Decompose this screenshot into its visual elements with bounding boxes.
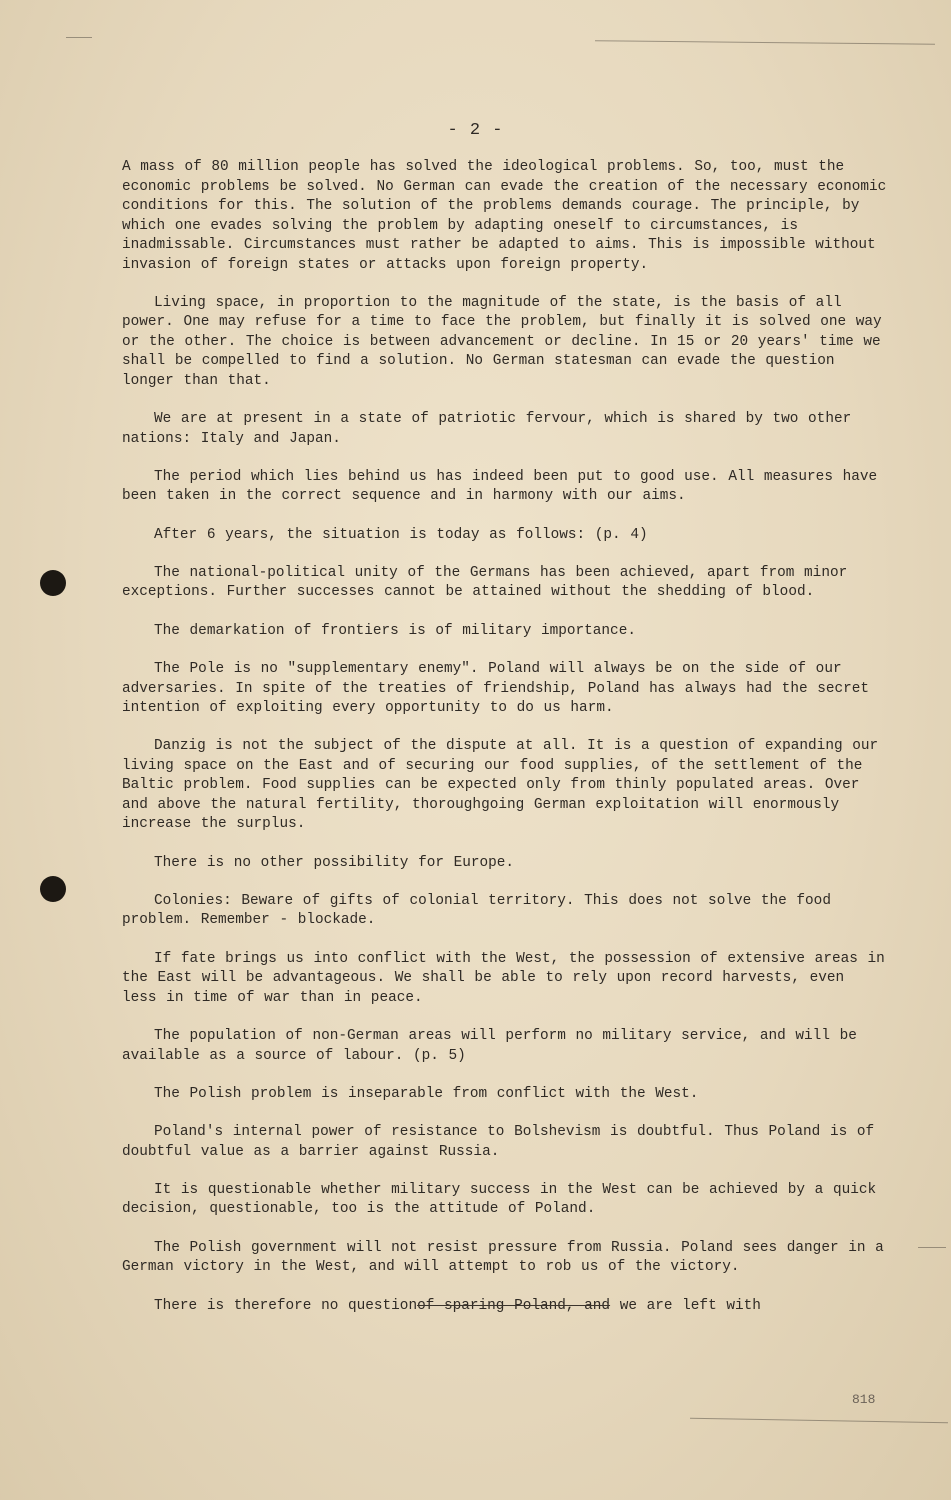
paragraph-national-unity: The national-political unity of the Germans has been achieved, apart from minor exceptions. Further successes cannot be attained without the shedding of blood. [122, 564, 848, 601]
paragraph-non-german-population: The population of non-German areas will perform no military service, and will be available as a source of labour. (p. 5) [122, 1028, 857, 1064]
last-line-text: There is therefore no question [154, 1297, 418, 1314]
paper-mark-top-left [66, 37, 92, 38]
paragraph-military-success: It is questionable whether military success in the West can be achieved by a quick decision, questionable, too is the attitude of Poland. [122, 1181, 877, 1218]
paragraph-resistance-to-bolshevism: Poland's internal power of resistance to Bolshevism is doubtful. Thus Poland is of doubtful value as a barrier against Russia. [122, 1124, 875, 1160]
paragraph-situation-today: After 6 years, the situation is today as follows: (p. 4) [154, 526, 648, 543]
document-body [122, 158, 887, 1335]
paragraph-the-pole: The Pole is no "supplementary enemy". Poland will always be on the side of our adversaries. In spite of the treaties of friendship, Poland has always had the secret intention of exploiting every opportunity to do us harm. [122, 661, 870, 717]
struck-out-text: of sparing Poland, and [417, 1297, 611, 1314]
last-line-continuation: we are left with [610, 1297, 761, 1314]
paragraph-period-behind-us: The period which lies behind us has indeed been put to good use. All measures have been taken in the correct sequence and in harmony with our aims. [122, 468, 878, 505]
paragraph-economic-problems: A mass of 80 million people has solved the ideological problems. So, too, must the economic problems be solved. No German can evade the creation of the necessary economic conditions for this. The solution of the problems demands courage. The principle, by which one evades solving the problem by adapting oneself to circumstances, is inadmissable. Circumstances must rather be adapted to aims. This is impossible without invasion of foreign states or attacks upon foreign property. [122, 159, 887, 273]
document-code: 818 [852, 1392, 876, 1407]
paper-mark-bottom-right [690, 1418, 948, 1424]
paragraph-conflict-with-west: If fate brings us into conflict with the West, the possession of extensive areas in the East will be advantageous. We shall be able to rely upon record harvests, even less in time of war than in peace. [122, 950, 885, 1006]
punch-hole-lower [40, 876, 66, 902]
paragraph-polish-government: The Polish government will not resist pressure from Russia. Poland sees danger in a German victory in the West, and will attempt to rob us of the victory. [122, 1239, 884, 1276]
paragraph-no-question [122, 1297, 887, 1317]
paragraph-polish-problem: The Polish problem is inseparable from conflict with the West. [154, 1085, 699, 1102]
paragraph-patriotic-fervour: We are at present in a state of patriotic fervour, which is shared by two other nations: Italy and Japan. [122, 411, 852, 447]
paper-mark-top-right [595, 40, 935, 45]
paper-mark-right-edge [918, 1247, 946, 1248]
page-number: - 2 - [447, 121, 504, 140]
punch-hole-upper [40, 570, 66, 596]
paragraph-no-other-possibility: There is no other possibility for Europe. [154, 854, 515, 871]
paragraph-colonies: Colonies: Beware of gifts of colonial territory. This does not solve the food problem. Remember - blockade. [122, 892, 831, 929]
paragraph-danzig: Danzig is not the subject of the dispute at all. It is a question of expanding our living space on the East and of securing our food supplies, of the settlement of the Baltic problem. Food supplies can be expected only from thinly populated areas. Over and above the natural fertility, thoroughgoing German exploitation will enormously increase the surplus. [122, 738, 879, 833]
paragraph-frontiers: The demarkation of frontiers is of military importance. [154, 622, 636, 639]
paragraph-living-space: Living space, in proportion to the magnitude of the state, is the basis of all power. One may refuse for a time to face the problem, but finally it is solved one way or the other. The choice is between advancement or decline. In 15 or 20 years' time we shall be compelled to find a solution. No German statesman can evade the question longer than that. [122, 294, 882, 389]
